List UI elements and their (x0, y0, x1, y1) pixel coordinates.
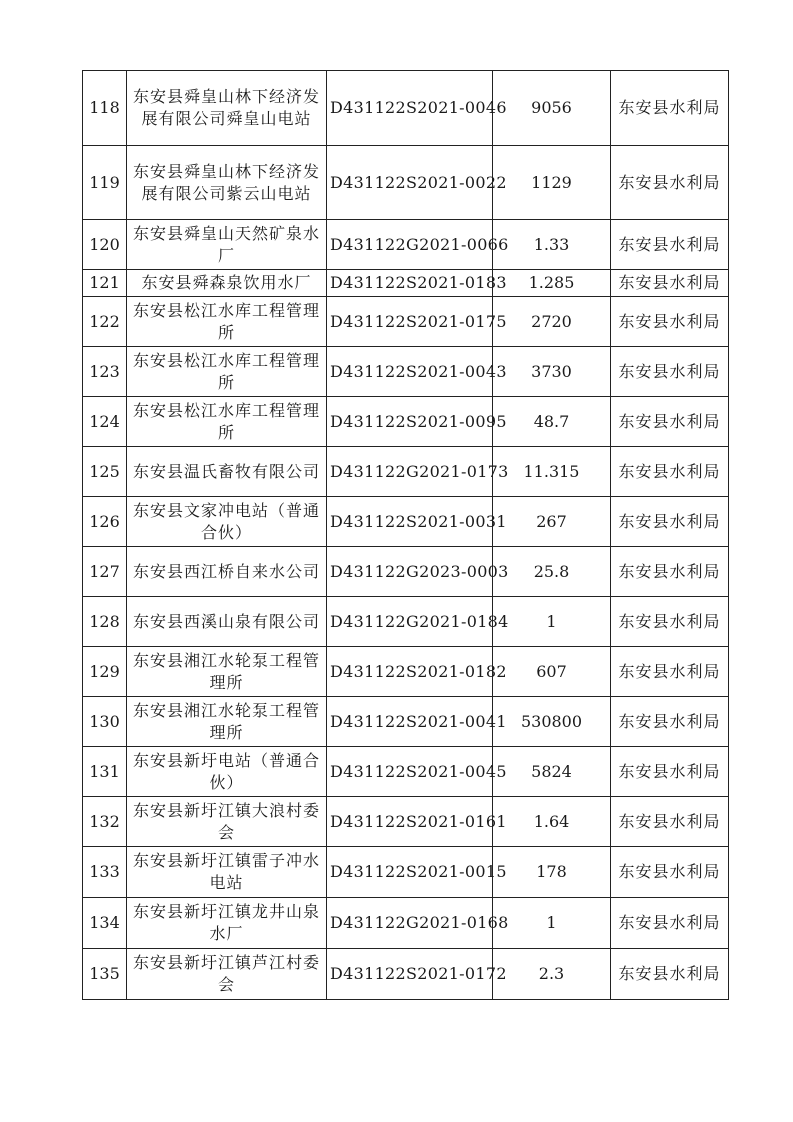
row-number-cell: 131 (83, 747, 127, 797)
permit-code-cell: D431122S2021-0161 (327, 797, 493, 847)
applicant-name-cell: 东安县文家冲电站（普通合伙） (127, 497, 327, 547)
permit-code-cell: D431122G2021-0168 (327, 898, 493, 949)
permit-code-cell: D431122S2021-0172 (327, 949, 493, 1000)
permit-code-cell: D431122S2021-0022 (327, 146, 493, 220)
issuing-authority-cell: 东安县水利局 (611, 949, 729, 1000)
applicant-name-cell: 东安县舜皇山林下经济发展有限公司紫云山电站 (127, 146, 327, 220)
applicant-name-cell: 东安县舜皇山林下经济发展有限公司舜皇山电站 (127, 71, 327, 146)
row-number-cell: 130 (83, 697, 127, 747)
table-row (83, 647, 729, 697)
table-row (83, 220, 729, 270)
row-number-cell: 123 (83, 347, 127, 397)
water-amount-cell: 530800 (493, 697, 611, 747)
row-number-cell: 128 (83, 597, 127, 647)
applicant-name-cell: 东安县新圩电站（普通合伙） (127, 747, 327, 797)
row-number-cell: 121 (83, 270, 127, 297)
table-row (83, 949, 729, 1000)
water-amount-cell: 2.3 (493, 949, 611, 1000)
row-number-cell: 118 (83, 71, 127, 146)
row-number-cell: 119 (83, 146, 127, 220)
issuing-authority-cell: 东安县水利局 (611, 847, 729, 898)
issuing-authority-cell: 东安县水利局 (611, 497, 729, 547)
applicant-name-cell: 东安县西溪山泉有限公司 (127, 597, 327, 647)
table-row (83, 347, 729, 397)
permit-code-cell: D431122G2021-0173 (327, 447, 493, 497)
water-amount-cell: 267 (493, 497, 611, 547)
applicant-name-cell: 东安县舜皇山天然矿泉水厂 (127, 220, 327, 270)
water-amount-cell: 2720 (493, 297, 611, 347)
table-row (83, 270, 729, 297)
applicant-name-cell: 东安县西江桥自来水公司 (127, 547, 327, 597)
row-number-cell: 129 (83, 647, 127, 697)
permit-code-cell: D431122S2021-0095 (327, 397, 493, 447)
table-row (83, 597, 729, 647)
row-number-cell: 133 (83, 847, 127, 898)
permit-code-cell: D431122S2021-0031 (327, 497, 493, 547)
table-row (83, 547, 729, 597)
permit-code-cell: D431122G2023-0003 (327, 547, 493, 597)
water-amount-cell: 1.64 (493, 797, 611, 847)
applicant-name-cell: 东安县湘江水轮泵工程管理所 (127, 697, 327, 747)
issuing-authority-cell: 东安县水利局 (611, 647, 729, 697)
applicant-name-cell: 东安县新圩江镇雷子冲水电站 (127, 847, 327, 898)
permit-table (82, 70, 729, 1000)
row-number-cell: 132 (83, 797, 127, 847)
permit-code-cell: D431122S2021-0041 (327, 697, 493, 747)
row-number-cell: 126 (83, 497, 127, 547)
table-row (83, 297, 729, 347)
permit-code-cell: D431122G2021-0066 (327, 220, 493, 270)
row-number-cell: 127 (83, 547, 127, 597)
water-amount-cell: 48.7 (493, 397, 611, 447)
water-amount-cell: 5824 (493, 747, 611, 797)
issuing-authority-cell: 东安县水利局 (611, 697, 729, 747)
permit-code-cell: D431122G2021-0184 (327, 597, 493, 647)
water-amount-cell: 178 (493, 847, 611, 898)
row-number-cell: 125 (83, 447, 127, 497)
issuing-authority-cell: 东安县水利局 (611, 347, 729, 397)
water-amount-cell: 1.285 (493, 270, 611, 297)
issuing-authority-cell: 东安县水利局 (611, 297, 729, 347)
issuing-authority-cell: 东安县水利局 (611, 447, 729, 497)
applicant-name-cell: 东安县松江水库工程管理所 (127, 297, 327, 347)
table-row (83, 898, 729, 949)
table-row (83, 697, 729, 747)
row-number-cell: 135 (83, 949, 127, 1000)
issuing-authority-cell: 东安县水利局 (611, 397, 729, 447)
issuing-authority-cell: 东安县水利局 (611, 797, 729, 847)
permit-code-cell: D431122S2021-0182 (327, 647, 493, 697)
table-row (83, 447, 729, 497)
permit-code-cell: D431122S2021-0015 (327, 847, 493, 898)
permit-code-cell: D431122S2021-0043 (327, 347, 493, 397)
table-row (83, 71, 729, 146)
table-row (83, 797, 729, 847)
table-row (83, 497, 729, 547)
applicant-name-cell: 东安县新圩江镇大浪村委会 (127, 797, 327, 847)
issuing-authority-cell: 东安县水利局 (611, 71, 729, 146)
row-number-cell: 122 (83, 297, 127, 347)
applicant-name-cell: 东安县温氏畜牧有限公司 (127, 447, 327, 497)
issuing-authority-cell: 东安县水利局 (611, 898, 729, 949)
table-row (83, 847, 729, 898)
issuing-authority-cell: 东安县水利局 (611, 146, 729, 220)
issuing-authority-cell: 东安县水利局 (611, 270, 729, 297)
applicant-name-cell: 东安县舜森泉饮用水厂 (127, 270, 327, 297)
applicant-name-cell: 东安县新圩江镇龙井山泉水厂 (127, 898, 327, 949)
table-row (83, 747, 729, 797)
permit-code-cell: D431122S2021-0175 (327, 297, 493, 347)
water-amount-cell: 11.315 (493, 447, 611, 497)
water-amount-cell: 1 (493, 898, 611, 949)
row-number-cell: 124 (83, 397, 127, 447)
issuing-authority-cell: 东安县水利局 (611, 220, 729, 270)
water-amount-cell: 1 (493, 597, 611, 647)
water-amount-cell: 607 (493, 647, 611, 697)
applicant-name-cell: 东安县松江水库工程管理所 (127, 347, 327, 397)
water-amount-cell: 1.33 (493, 220, 611, 270)
permit-code-cell: D431122S2021-0046 (327, 71, 493, 146)
water-amount-cell: 25.8 (493, 547, 611, 597)
table-row (83, 146, 729, 220)
issuing-authority-cell: 东安县水利局 (611, 597, 729, 647)
table-row (83, 397, 729, 447)
issuing-authority-cell: 东安县水利局 (611, 547, 729, 597)
applicant-name-cell: 东安县松江水库工程管理所 (127, 397, 327, 447)
water-amount-cell: 1129 (493, 146, 611, 220)
permit-code-cell: D431122S2021-0183 (327, 270, 493, 297)
applicant-name-cell: 东安县湘江水轮泵工程管理所 (127, 647, 327, 697)
row-number-cell: 120 (83, 220, 127, 270)
water-amount-cell: 9056 (493, 71, 611, 146)
issuing-authority-cell: 东安县水利局 (611, 747, 729, 797)
applicant-name-cell: 东安县新圩江镇芦江村委会 (127, 949, 327, 1000)
permit-code-cell: D431122S2021-0045 (327, 747, 493, 797)
water-amount-cell: 3730 (493, 347, 611, 397)
row-number-cell: 134 (83, 898, 127, 949)
